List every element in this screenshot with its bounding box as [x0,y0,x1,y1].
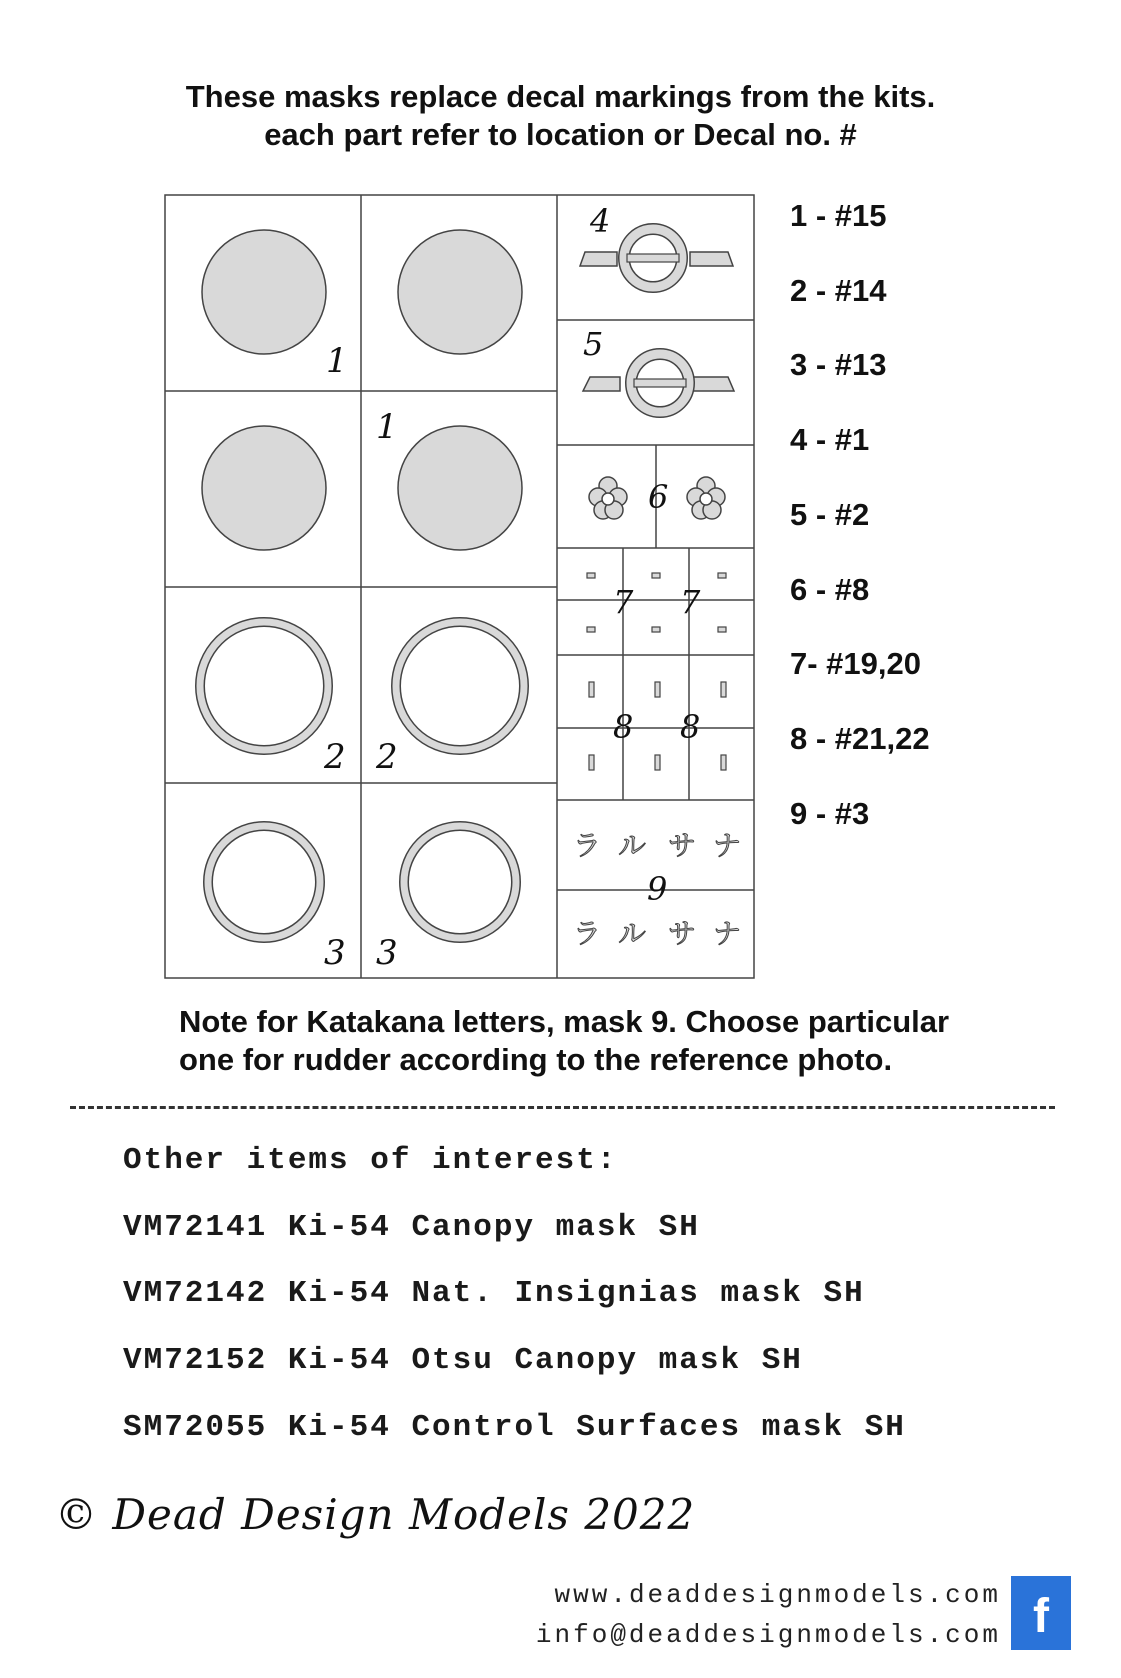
header-line-1: These masks replace decal markings from the kits. [185,79,936,114]
other-item: VM72152 Ki-54 Otsu Canopy mask SH [123,1343,803,1378]
header-line-2: each part refer to location or Decal no. # [264,117,857,152]
facebook-icon[interactable]: f [1011,1576,1071,1650]
dashed-divider [70,1106,1055,1109]
cell-number: 7 [613,583,634,621]
note-line-1: Note for Katakana letters, mask 9. Choose particular [179,1004,950,1039]
cell-number: 3 [324,933,346,973]
katakana-letter: サ [668,829,697,862]
mask-ring-2a [200,622,328,750]
cell-number: 5 [583,325,604,363]
mask-disc-1a [202,230,326,354]
katakana-letter: ル [618,917,647,950]
legend-item: 6 - #8 [790,572,870,607]
katakana-letter: ナ [713,917,742,950]
email-link[interactable]: info@deaddesignmodels.com [535,1620,1001,1650]
mask-flower-6a [589,477,627,519]
cell-number: 7 [680,583,701,621]
legend-item: 2 - #14 [790,273,887,308]
other-items-title: Other items of interest: [123,1143,618,1178]
cell-number: 8 [613,708,634,746]
legend-item: 1 - #15 [790,198,887,233]
mask-ring-3a [208,826,320,938]
other-item: SM72055 Ki-54 Control Surfaces mask SH [123,1410,906,1445]
katakana-letter: ラ [573,829,602,862]
mask-small-rects-7 [587,573,726,632]
cell-number: 9 [647,870,668,908]
website-link[interactable]: www.deaddesignmodels.com [554,1580,1001,1610]
legend-item: 3 - #13 [790,347,887,382]
mask-ring-2b [396,622,524,750]
mask-ring-3b [404,826,516,938]
cell-number: 2 [324,737,346,777]
mask-disc-1c [202,426,326,550]
legend-item: 8 - #21,22 [790,721,930,756]
cell-number: 1 [326,341,348,381]
cell-number: 6 [648,478,669,516]
cell-number: 3 [376,933,398,973]
legend-item: 9 - #3 [790,796,870,831]
mask-flower-6b [687,477,725,519]
cell-number: 1 [376,407,398,447]
mask-wing-insignia-5 [583,354,734,412]
mask-disc-1b [398,230,522,354]
legend-item: 5 - #2 [790,497,870,532]
katakana-letter: ラ [573,917,602,950]
katakana-letter: ル [618,829,647,862]
other-item: VM72142 Ki-54 Nat. Insignias mask SH [123,1276,865,1311]
cell-number: 2 [376,737,398,777]
katakana-letter: ナ [713,829,742,862]
legend-item: 7- #19,20 [790,646,921,681]
mask-disc-1d [398,426,522,550]
cell-number: 4 [590,202,611,240]
katakana-letter: サ [668,917,697,950]
copyright-notice: © Dead Design Models 2022 [55,1490,696,1539]
note-line-2: one for rudder according to the reference photo. [179,1042,893,1077]
cell-number: 8 [680,708,701,746]
mask-small-bars-8 [589,682,726,770]
legend-item: 4 - #1 [790,422,870,457]
other-item: VM72141 Ki-54 Canopy mask SH [123,1210,700,1245]
